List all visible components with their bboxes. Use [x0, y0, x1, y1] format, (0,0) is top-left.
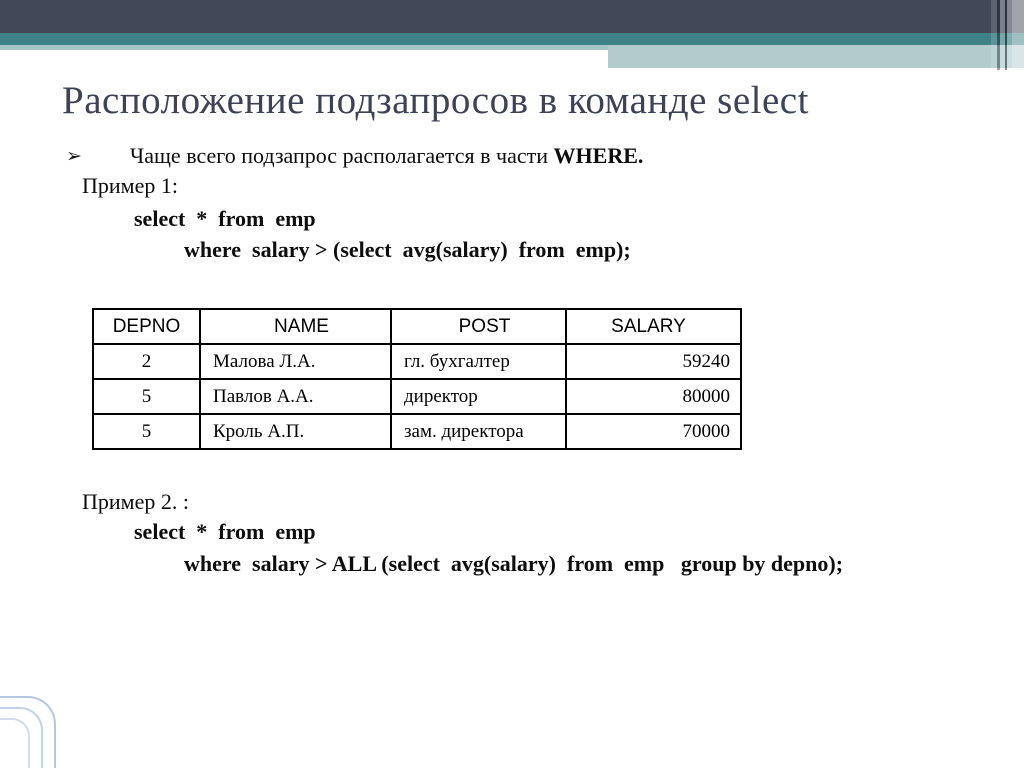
cell-depno: 5: [93, 414, 200, 449]
table-row: [93, 414, 741, 449]
header-light-block: [608, 45, 1024, 68]
cell-depno: 2: [93, 344, 200, 379]
col-header-depno: DEPNO: [93, 309, 200, 344]
slide-title: Расположение подзапросов в команде select: [62, 79, 809, 122]
cell-post: гл. бухгалтер: [391, 344, 566, 379]
example1-code-line1: select * from emp: [134, 206, 316, 231]
header-teal-stripe: [0, 33, 1024, 45]
bottom-left-corner-decoration: [0, 690, 78, 768]
cell-name: Кроль А.П.: [200, 414, 391, 449]
cell-name: Павлов А.А.: [200, 379, 391, 414]
cell-salary: 70000: [566, 414, 741, 449]
cell-salary: 80000: [566, 379, 741, 414]
arrow-bullet-icon: ➢: [66, 146, 82, 167]
table-header-row: [93, 309, 741, 344]
bullet-item: [66, 143, 643, 169]
cell-depno: 5: [93, 379, 200, 414]
col-header-name: NAME: [200, 309, 391, 344]
example1-label: Пример 1:: [82, 173, 178, 198]
header-light-stripe: [0, 45, 608, 50]
example1-code-line2: where salary > (select avg(salary) from emp);: [184, 237, 631, 262]
example2-code-line2: where salary > ALL (select avg(salary) from emp group by depno);: [184, 551, 844, 576]
bullet-text-bold: WHERE.: [553, 143, 644, 168]
col-header-post: POST: [391, 309, 566, 344]
example2-code-line1: select * from emp: [134, 519, 316, 544]
table-row: [93, 344, 741, 379]
header-dark-bar: [0, 0, 1024, 33]
example2-label: Пример 2. :: [82, 489, 189, 514]
cell-name: Малова Л.А.: [200, 344, 391, 379]
bullet-text: Чаще всего подзапрос располагается в части: [129, 143, 554, 168]
emp-result-table: [92, 308, 742, 450]
corner-arc: [0, 718, 30, 768]
cell-post: зам. директора: [391, 414, 566, 449]
cell-salary: 59240: [566, 344, 741, 379]
table-row: [93, 379, 741, 414]
top-right-accent-lines: [991, 0, 1024, 70]
col-header-salary: SALARY: [566, 309, 741, 344]
accent-line: [1012, 0, 1024, 70]
cell-post: директор: [391, 379, 566, 414]
